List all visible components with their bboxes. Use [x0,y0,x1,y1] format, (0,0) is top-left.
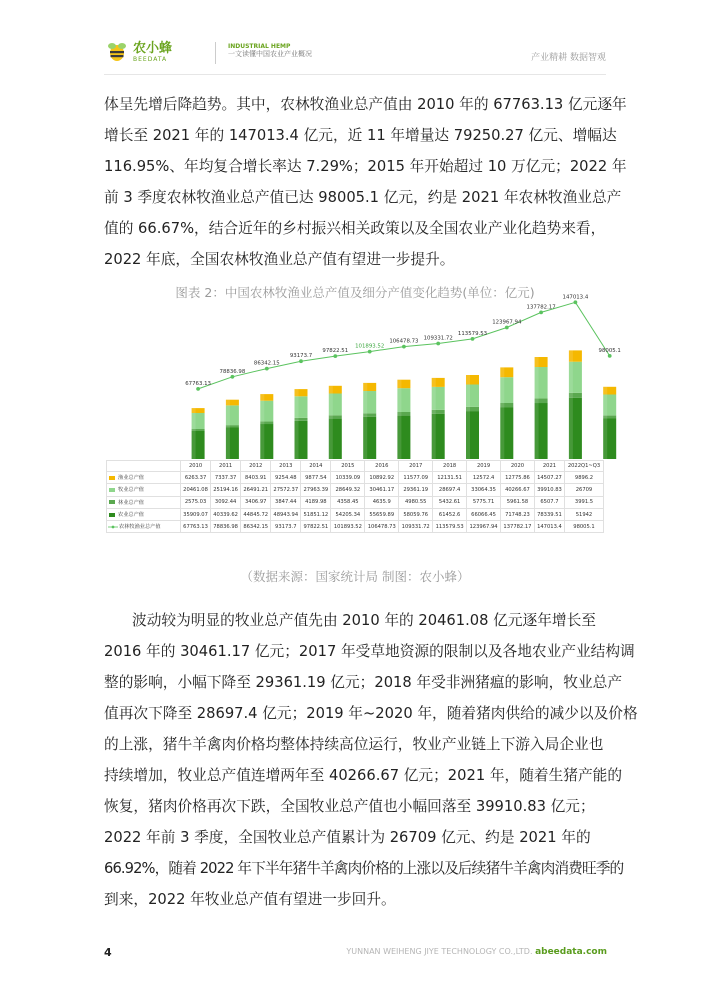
table-cell: 9896.2 [565,472,604,484]
table-year-header: 2014 [301,461,331,472]
table-cell: 5775.71 [467,496,501,508]
table-cell: 101893.52 [331,521,365,533]
table-cell: 137782.17 [501,521,535,533]
table-cell: 28697.4 [433,484,467,496]
legend-swatch [109,500,115,504]
legend-item [107,508,181,520]
total-data-label: 101893.52 [355,343,385,350]
footer-company [346,947,607,957]
table-cell: 12572.4 [467,472,501,484]
total-point [265,367,269,371]
table-cell: 4358.45 [331,496,365,508]
logo-en: BEEDATA [133,55,168,63]
text-line: 2016 年的 30461.17 亿元；2017 年受草地资源的限制以及各地农业产业结构调 [104,643,635,660]
total-data-label: 147013.4 [562,294,589,301]
table-row [107,508,604,520]
text-line: 波动较为明显的牧业总产值先由 2010 年的 20461.08 亿元逐年增长至 [132,612,596,629]
table-cell: 35909.07 [181,508,211,520]
table-cell: 147013.4 [534,521,564,533]
text-line: 整的影响，小幅下降至 29361.19 亿元；2018 年受非洲猪瘟的影响，牧业总产 [104,674,623,691]
table-cell: 10339.09 [331,472,365,484]
table-cell: 20461.08 [181,484,211,496]
bar-shine [466,375,470,459]
table-year-header: 2019 [467,461,501,472]
table-cell: 67763.13 [181,521,211,533]
legend-label: 渔业总产值 [118,475,144,482]
table-cell: 4980.55 [399,496,433,508]
table-cell: 40266.67 [501,484,535,496]
text-line: 体呈先增后降趋势。其中，农林牧渔业总产值由 2010 年的 67763.13 亿元逐年 [104,96,627,113]
table-cell: 51851.12 [301,508,331,520]
page-number: 4 [104,946,112,959]
chart-data-table [106,460,604,533]
legend-item [107,484,181,496]
table-year-header: 2013 [271,461,301,472]
bar-shine [295,389,299,459]
table-cell: 3406.97 [241,496,271,508]
table-corner [107,461,181,472]
text-line: 2022 年前 3 季度，全国牧业总产值累计为 26709 亿元、约是 2021 年的 [104,829,591,846]
logo [105,40,172,64]
bar-shine [569,350,573,459]
text-line: 值再次下降至 28697.4 亿元；2019 年~2020 年，随着猪肉供给的减少以及价格 [104,705,638,722]
table-year-header: 2022Q1~Q3 [565,461,604,472]
bar-shine [329,386,333,459]
legend-item [107,496,181,508]
total-point [231,375,235,379]
table-row [107,484,604,496]
table-cell: 58059.76 [399,508,433,520]
bar-shine [500,367,504,459]
total-point [574,300,578,304]
bar-shine [603,387,607,459]
table-cell: 113579.53 [433,521,467,533]
header-rule [104,74,606,75]
text-line: 116.95%、年均复合增长率达 7.29%；2015 年开始超过 10 万亿元；2022 年 [104,158,627,175]
table-cell: 11577.09 [399,472,433,484]
legend-item [107,521,181,533]
table-cell: 39910.83 [534,484,564,496]
total-data-label: 109331.72 [423,335,453,342]
bar-shine [432,378,436,459]
table-cell: 2575.03 [181,496,211,508]
table-row [107,496,604,508]
figure-title: 图表 2：中国农林牧渔业总产值及细分产值变化趋势(单位：亿元) [175,285,535,300]
table-cell: 97822.51 [301,521,331,533]
table-cell: 12131.51 [433,472,467,484]
table-cell: 5432.61 [433,496,467,508]
legend-label: 农业总产值 [118,512,144,519]
table-cell: 7337.37 [211,472,241,484]
table-cell: 93173.7 [271,521,301,533]
table-cell: 28649.32 [331,484,365,496]
table-year-header: 2017 [399,461,433,472]
table-cell: 78836.98 [211,521,241,533]
total-point [299,359,303,363]
total-point [539,311,543,315]
table-cell: 27963.39 [301,484,331,496]
total-point [402,345,406,349]
bar-group [192,350,617,459]
legend-swatch [109,488,115,492]
legend-line-swatch [108,525,118,529]
total-point [505,326,509,330]
header-series-cn: 一文读懂中国农业产业概况 [228,50,312,59]
table-row [107,521,604,533]
table-cell: 61452.6 [433,508,467,520]
table-cell: 54205.34 [331,508,365,520]
table-cell: 48943.94 [271,508,301,520]
table-cell: 40339.62 [211,508,241,520]
table-cell: 123967.94 [467,521,501,533]
legend-marker [112,525,115,528]
table-cell: 9254.48 [271,472,301,484]
total-data-label: 98005.1 [598,347,621,354]
total-point [196,387,200,391]
table-cell: 3991.5 [565,496,604,508]
table-header-row [107,461,604,472]
table-cell: 3092.44 [211,496,241,508]
table-cell: 12775.86 [501,472,535,484]
table-cell: 4635.9 [365,496,399,508]
legend-item [107,472,181,484]
total-data-label: 93173.7 [289,353,313,360]
company-name: YUNNAN WEIHENG JIYE TECHNOLOGY CO.,LTD. [346,947,533,956]
table-cell: 98005.1 [565,521,604,533]
text-line: 的上涨，猪牛羊禽肉价格均整体持续高位运行，牧业产业链上下游入局企业也 [104,736,604,753]
text-line: 值的 66.67%，结合近年的乡村振兴相关政策以及全国农业产业化趋势来看， [104,220,606,237]
table-cell: 44845.72 [241,508,271,520]
table-cell: 106478.73 [365,521,399,533]
table-cell: 86342.15 [241,521,271,533]
table-cell: 8403.91 [241,472,271,484]
legend-label: 农林牧渔业总产值 [119,524,161,531]
table-cell: 25194.16 [211,484,241,496]
table-year-header: 2016 [365,461,399,472]
header-slogan: 产业精耕 数据智观 [531,53,606,63]
logo-cn: 农小蜂 [133,40,173,56]
table-cell: 4189.98 [301,496,331,508]
table-cell: 10892.92 [365,472,399,484]
bar-shine [260,394,264,459]
text-line: 持续增加，牧业总产值连增两年至 40266.67 亿元；2021 年，随着生猪产能的 [104,767,623,784]
table-cell: 6263.37 [181,472,211,484]
table-cell: 78339.51 [534,508,564,520]
table-cell: 26709 [565,484,604,496]
total-point [368,350,372,354]
total-point [436,342,440,346]
text-line: 增长至 2021 年的 147013.4 亿元，近 11 年增量达 79250.27 亿元、增幅达 [104,127,617,144]
table-cell: 51942 [565,508,604,520]
text-line: 到来，2022 年牧业总产值有望进一步回升。 [104,891,396,908]
bee-icon [105,40,129,64]
page-header [0,0,710,80]
table-year-header: 2021 [534,461,564,472]
header-divider [215,42,216,64]
table-cell: 6507.7 [534,496,564,508]
text-line: 恢复，猪肉价格再次下跌，全国牧业总产值也小幅回落至 39910.83 亿元； [104,798,595,815]
legend-swatch [109,513,115,517]
table-cell: 109331.72 [399,521,433,533]
total-point [608,354,612,358]
bar-shine [192,408,196,459]
paragraph-1 [104,89,627,275]
table-year-header: 2012 [241,461,271,472]
legend-label: 牧业总产值 [118,487,144,494]
total-data-label: 137782.17 [526,304,556,311]
bar-shine [226,400,230,459]
table-cell: 66066.45 [467,508,501,520]
table-cell: 26491.21 [241,484,271,496]
table-cell: 29361.19 [399,484,433,496]
total-data-label: 97822.51 [322,348,349,355]
table-cell: 71748.23 [501,508,535,520]
figure-source: （数据来源：国家统计局 制图：农小蜂） [240,569,470,584]
legend-swatch [109,476,115,480]
text-line: 66.92%，随着 2022 年下半年猪牛羊禽肉价格的上涨以及后续猪牛羊禽肉消费旺季的 [104,860,624,877]
table-cell: 5961.58 [501,496,535,508]
table-cell: 9877.54 [301,472,331,484]
website-link[interactable]: abeedata.com [535,947,607,957]
bar-shine [535,357,539,459]
stacked-bar-chart [160,294,621,462]
table-cell: 3847.44 [271,496,301,508]
total-point [471,337,475,341]
table-year-header: 2011 [211,461,241,472]
table-year-header: 2010 [181,461,211,472]
table-year-header: 2015 [331,461,365,472]
legend-label: 林业总产值 [118,499,144,506]
text-line: 前 3 季度农林牧渔业总产值已达 98005.1 亿元，约是 2021 年农林牧渔业总产 [104,189,622,206]
total-data-label: 78836.98 [219,368,246,375]
table-cell: 33064.35 [467,484,501,496]
table-year-header: 2020 [501,461,535,472]
total-data-label: 86342.15 [253,360,280,367]
table-row [107,472,604,484]
total-point [333,354,337,358]
table-cell: 30461.17 [365,484,399,496]
paragraph-2 [104,605,638,915]
total-data-label: 67763.13 [185,380,211,387]
bar-shine [397,380,401,459]
table-cell: 55659.89 [365,508,399,520]
bar-shine [363,383,367,459]
legend-line-icon [108,525,118,529]
table-cell: 14507.27 [534,472,564,484]
total-data-label: 123967.94 [492,319,522,326]
table-year-header: 2018 [433,461,467,472]
header-series [228,43,312,59]
table-cell: 27572.37 [271,484,301,496]
header-series-en: INDUSTRIAL HEMP [228,43,291,50]
total-data-label: 106478.73 [389,338,419,345]
text-line: 2022 年底，全国农林牧渔业总产值有望进一步提升。 [104,251,455,268]
total-data-label: 113579.53 [457,330,488,337]
